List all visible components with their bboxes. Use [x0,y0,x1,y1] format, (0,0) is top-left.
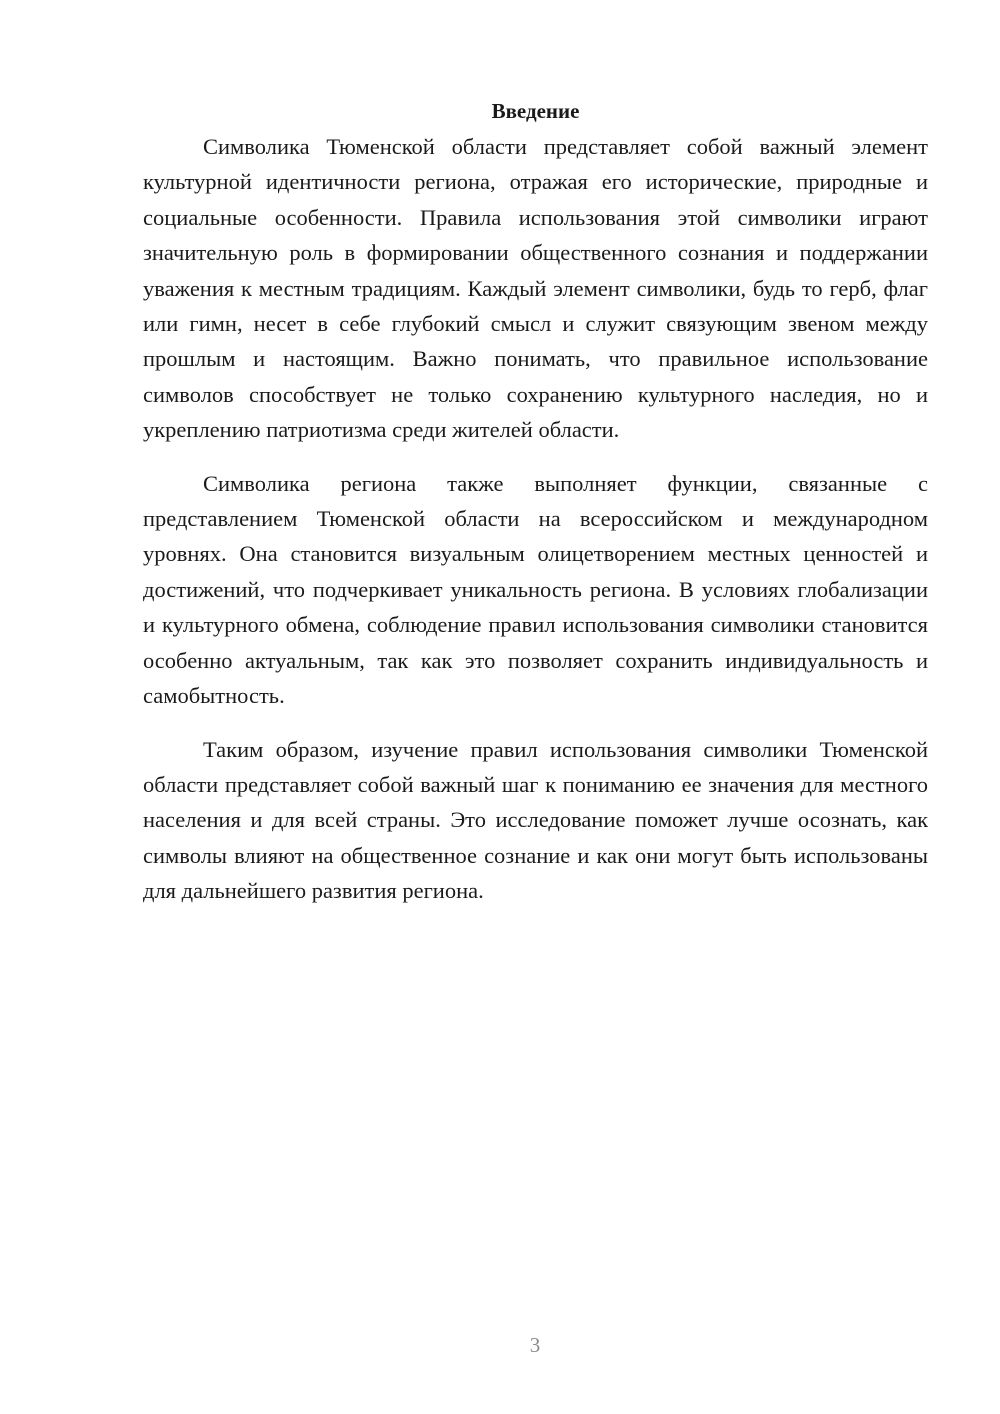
page-number: 3 [529,1333,541,1357]
section-heading: Введение [491,99,580,123]
page-content [143,94,928,909]
paragraph-3: Таким образом, изучение правил использования символики Тюменской области представляет собой важный шаг к пониманию ее значения для местного населения и для всей страны. Это исследование поможет лучше осознать, как символы влияют на общественное сознание и как они могут быть использованы для дальнейшего развития региона. [143,736,928,904]
paragraph-1: Символика Тюменской области представляет собой важный элемент культурной идентичности региона, отражая его исторические, природные и социальные особенности. Правила использования этой символики играют значительную роль в формировании общественного сознания и поддержании уважения к местным традициям. Каждый элемент символики, будь то герб, флаг или гимн, несет в себе глубокий смысл и служит связующим звеном между прошлым и настоящим. Важно понимать, что правильное использование символов способствует не только сохранению культурного наследия, но и укреплению патриотизма среди жителей области. [143,134,928,443]
paragraph-2: Символика региона также выполняет функции, связанные с представлением Тюменской области на всероссийском и международном уровнях. Она становится визуальным олицетворением местных ценностей и достижений, что подчеркивает уникальность региона. В условиях глобализации и культурного обмена, соблюдение правил использования символики становится особенно актуальным, так как это позволяет сохранить индивидуальность и самобытность. [143,470,928,709]
